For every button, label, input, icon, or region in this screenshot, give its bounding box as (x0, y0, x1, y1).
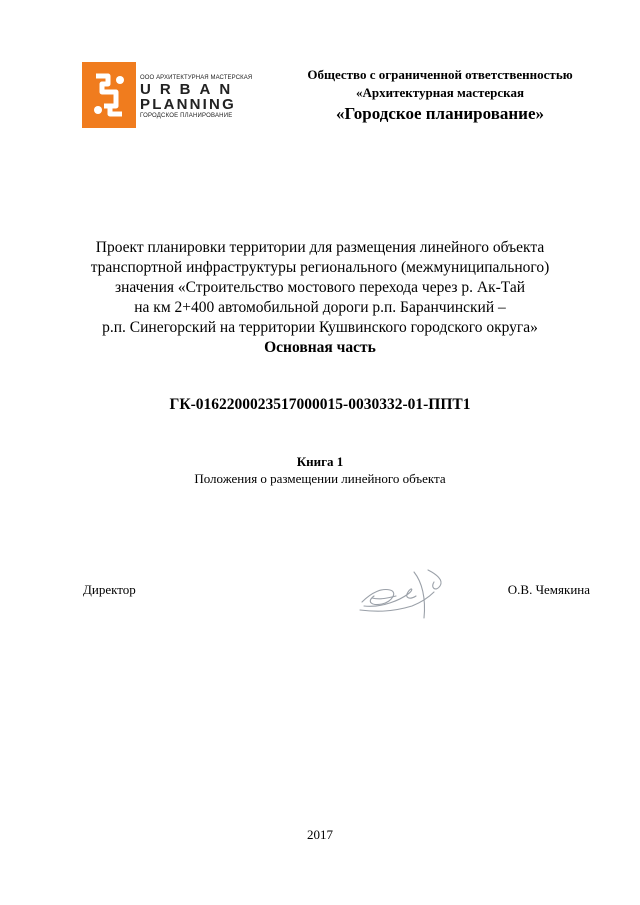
logo-top-line: ООО АРХИТЕКТУРНАЯ МАСТЕРСКАЯ (140, 75, 253, 81)
signature-icon (352, 562, 452, 620)
project-title-line: значения «Строительство мостового перехода через р. Ак-Тай (114, 279, 526, 296)
project-title-line: р.п. Синегорский на территории Кушвинского городского округа» (102, 319, 538, 336)
logo-text (140, 74, 254, 120)
logo-word-planning: PLANNING (140, 96, 236, 113)
project-title-line: на км 2+400 автомобильной дороги р.п. Баранчинский – (134, 299, 506, 316)
project-title-line: транспортной инфраструктуры регионального (межмуниципального) (90, 259, 550, 276)
org-line-3: «Городское планирование» (335, 104, 545, 123)
project-part: Основная часть (264, 339, 376, 356)
logo-mark-icon (82, 62, 136, 128)
org-line-2: «Архитектурная мастерская (356, 85, 524, 100)
document-code: ГК-0162200023517000015-0030332-01-ППТ1 (169, 396, 471, 413)
project-title-line: Проект планировки территории для размещения линейного объекта (95, 239, 545, 256)
book-subtitle: Положения о размещении линейного объекта (194, 471, 446, 486)
signer-name: О.В. Чемякина (507, 582, 590, 597)
document-year: 2017 (307, 827, 333, 842)
book-title: Книга 1 (296, 454, 344, 469)
signer-position: Директор (83, 582, 136, 597)
logo-word-urban: URBAN (140, 81, 240, 98)
book-block (40, 453, 600, 487)
organization-header (270, 66, 610, 126)
company-logo (82, 62, 254, 128)
project-title (40, 238, 600, 358)
logo-bottom-line: ГОРОДСКОЕ ПЛАНИРОВАНИЕ (140, 113, 233, 119)
org-line-1: Общество с ограниченной ответственностью (307, 67, 573, 82)
